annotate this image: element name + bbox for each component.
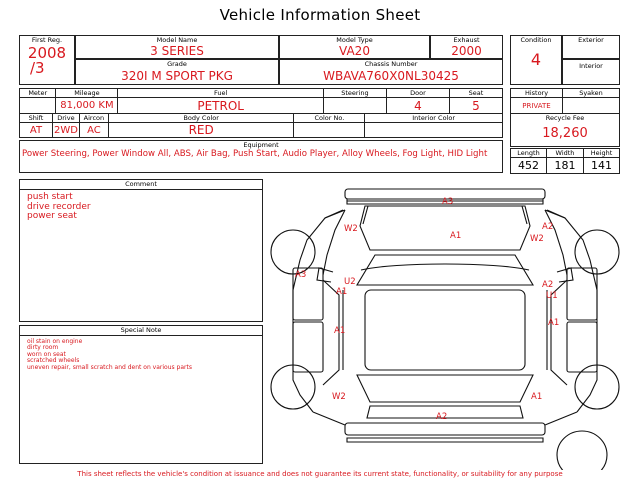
recycle-fee-value: 18,260 <box>542 126 588 141</box>
damage-left-front-wheel: W2 <box>344 224 358 234</box>
recycle-fee-label: Recycle Fee <box>545 114 585 122</box>
model-type-value: VA20 <box>339 44 370 58</box>
right-rear-door <box>567 322 597 372</box>
model-name-value: 3 SERIES <box>150 44 204 58</box>
damage-right-front-door-u: U1 <box>546 291 558 301</box>
steering-label: Steering <box>323 89 386 98</box>
roof-outline <box>365 290 525 370</box>
body-color-label: Body Color <box>108 114 294 123</box>
left-mirror <box>317 268 333 282</box>
exhaust-box <box>430 35 503 59</box>
width-value: 181 <box>547 158 584 174</box>
windshield-outline <box>357 255 533 285</box>
right-mirror <box>557 268 573 282</box>
first-reg-year: 2008 <box>27 44 67 62</box>
left-rear-door <box>293 322 323 372</box>
special-note-label: Special Note <box>20 326 262 336</box>
rear-bumper-outline <box>345 423 545 435</box>
comment-box <box>19 179 263 322</box>
chassis-value: WBAVA760X0NL30425 <box>323 69 459 83</box>
syaken-value <box>563 98 620 114</box>
special-note-lines <box>20 336 262 371</box>
special-note-box <box>19 325 263 464</box>
color-no-label: Color No. <box>294 114 365 123</box>
length-label: Length <box>511 149 547 158</box>
right-front-door <box>567 268 597 320</box>
first-reg-month: /3 <box>30 59 45 77</box>
equipment-label: Equipment <box>243 141 279 149</box>
damage-right-front-wheel-w: W2 <box>530 234 544 244</box>
damage-front-bumper: A3 <box>442 197 454 207</box>
height-value: 141 <box>584 158 620 174</box>
door-label: Door <box>386 89 449 98</box>
left-front-wheel <box>271 230 315 274</box>
note-line: oil stain on engine <box>27 338 83 345</box>
meter-value <box>20 98 56 114</box>
history-table <box>510 88 620 114</box>
comment-line: power seat <box>27 211 77 221</box>
meter-label: Meter <box>20 89 56 98</box>
history-value: PRIVATE <box>511 98 563 114</box>
mileage-value: 81,000 KM <box>56 98 118 114</box>
interior-color-value <box>365 123 503 138</box>
spec-table-2 <box>19 113 503 138</box>
damage-rear-bumper: A2 <box>436 412 448 422</box>
fuel-label: Fuel <box>118 89 324 98</box>
color-no-value <box>294 123 365 138</box>
syaken-label: Syaken <box>563 89 620 98</box>
aircon-label: Aircon <box>79 114 108 123</box>
body-left-side <box>293 210 346 412</box>
damage-left-front-door-u: U2 <box>344 277 356 287</box>
interior-box <box>562 59 620 85</box>
comment-label: Comment <box>20 180 262 190</box>
comment-line: push start <box>27 192 73 202</box>
note-line: dirty room <box>27 344 59 352</box>
disclaimer-footer: This sheet reflects the vehicle's condition at issuance and does not guarantee its current state, functionality, or suitability for any purpose <box>77 470 563 478</box>
exterior-label: Exterior <box>578 36 604 44</box>
door-value: 4 <box>386 98 449 114</box>
body-color-value: RED <box>108 123 294 138</box>
exterior-box <box>562 35 620 59</box>
first-reg-box <box>19 35 75 85</box>
note-line: scratched wheels <box>27 357 80 365</box>
damage-left-rear-door: A1 <box>334 326 346 336</box>
note-line: worn on seat <box>27 350 66 358</box>
damage-left-front-fender: A3 <box>295 270 307 280</box>
dimensions-table <box>510 148 620 174</box>
model-name-box <box>75 35 279 59</box>
damage-right-front-door-a: A2 <box>542 280 554 290</box>
chassis-box <box>279 59 503 85</box>
interior-color-label: Interior Color <box>365 114 503 123</box>
grade-box <box>75 59 279 85</box>
interior-label: Interior <box>579 62 603 70</box>
mileage-label: Mileage <box>56 89 118 98</box>
spare-wheel <box>557 431 607 470</box>
history-label: History <box>511 89 563 98</box>
drive-value: 2WD <box>53 124 78 136</box>
first-reg-label: First Reg. <box>31 36 63 44</box>
fuel-value: PETROL <box>118 98 324 114</box>
damage-left-rear-wheel: W2 <box>332 392 346 402</box>
right-front-wheel <box>575 230 619 274</box>
note-line: uneven repair, small scratch and dent on various parts <box>27 363 192 371</box>
comment-line: drive recorder <box>27 201 91 212</box>
body-right-side <box>547 210 597 412</box>
equipment-box <box>19 140 503 173</box>
grade-label: Grade <box>167 60 187 68</box>
damage-left-front-door-a: A1 <box>336 287 348 297</box>
seat-value: 5 <box>449 98 502 114</box>
model-type-label: Model Type <box>336 36 373 44</box>
condition-label: Condition <box>520 36 552 44</box>
exhaust-value: 2000 <box>451 44 482 58</box>
car-damage-diagram <box>265 180 640 470</box>
damage-right-front-wheel-a: A2 <box>542 222 554 232</box>
grade-value: 320I M SPORT PKG <box>121 69 233 83</box>
length-value: 452 <box>511 158 547 174</box>
damage-hood: A1 <box>450 231 462 241</box>
rear-window-outline <box>357 375 533 402</box>
page-title: Vehicle Information Sheet <box>219 6 421 24</box>
hood-outline <box>360 206 530 250</box>
model-type-box <box>279 35 430 59</box>
model-name-label: Model Name <box>156 36 198 44</box>
damage-right-rear-door: A1 <box>548 318 560 328</box>
condition-box <box>510 35 562 85</box>
drive-label: Drive <box>52 114 79 123</box>
exhaust-label: Exhaust <box>453 36 480 44</box>
damage-right-rear-quarter: A1 <box>531 392 543 402</box>
seat-label: Seat <box>449 89 502 98</box>
width-label: Width <box>547 149 584 158</box>
recycle-fee-box <box>510 113 620 147</box>
equipment-value: Power Steering, Power Window All, ABS, Air Bag, Push Start, Audio Player, Alloy Wheels, Fog Light, HID Light <box>22 149 488 159</box>
shift-value: AT <box>20 123 53 138</box>
chassis-label: Chassis Number <box>364 60 418 68</box>
comment-lines <box>20 190 262 222</box>
height-label: Height <box>584 149 620 158</box>
steering-value <box>323 98 386 114</box>
spec-table <box>19 88 503 114</box>
aircon-value: AC <box>79 123 108 138</box>
shift-label: Shift <box>20 114 53 123</box>
condition-value: 4 <box>530 50 542 69</box>
